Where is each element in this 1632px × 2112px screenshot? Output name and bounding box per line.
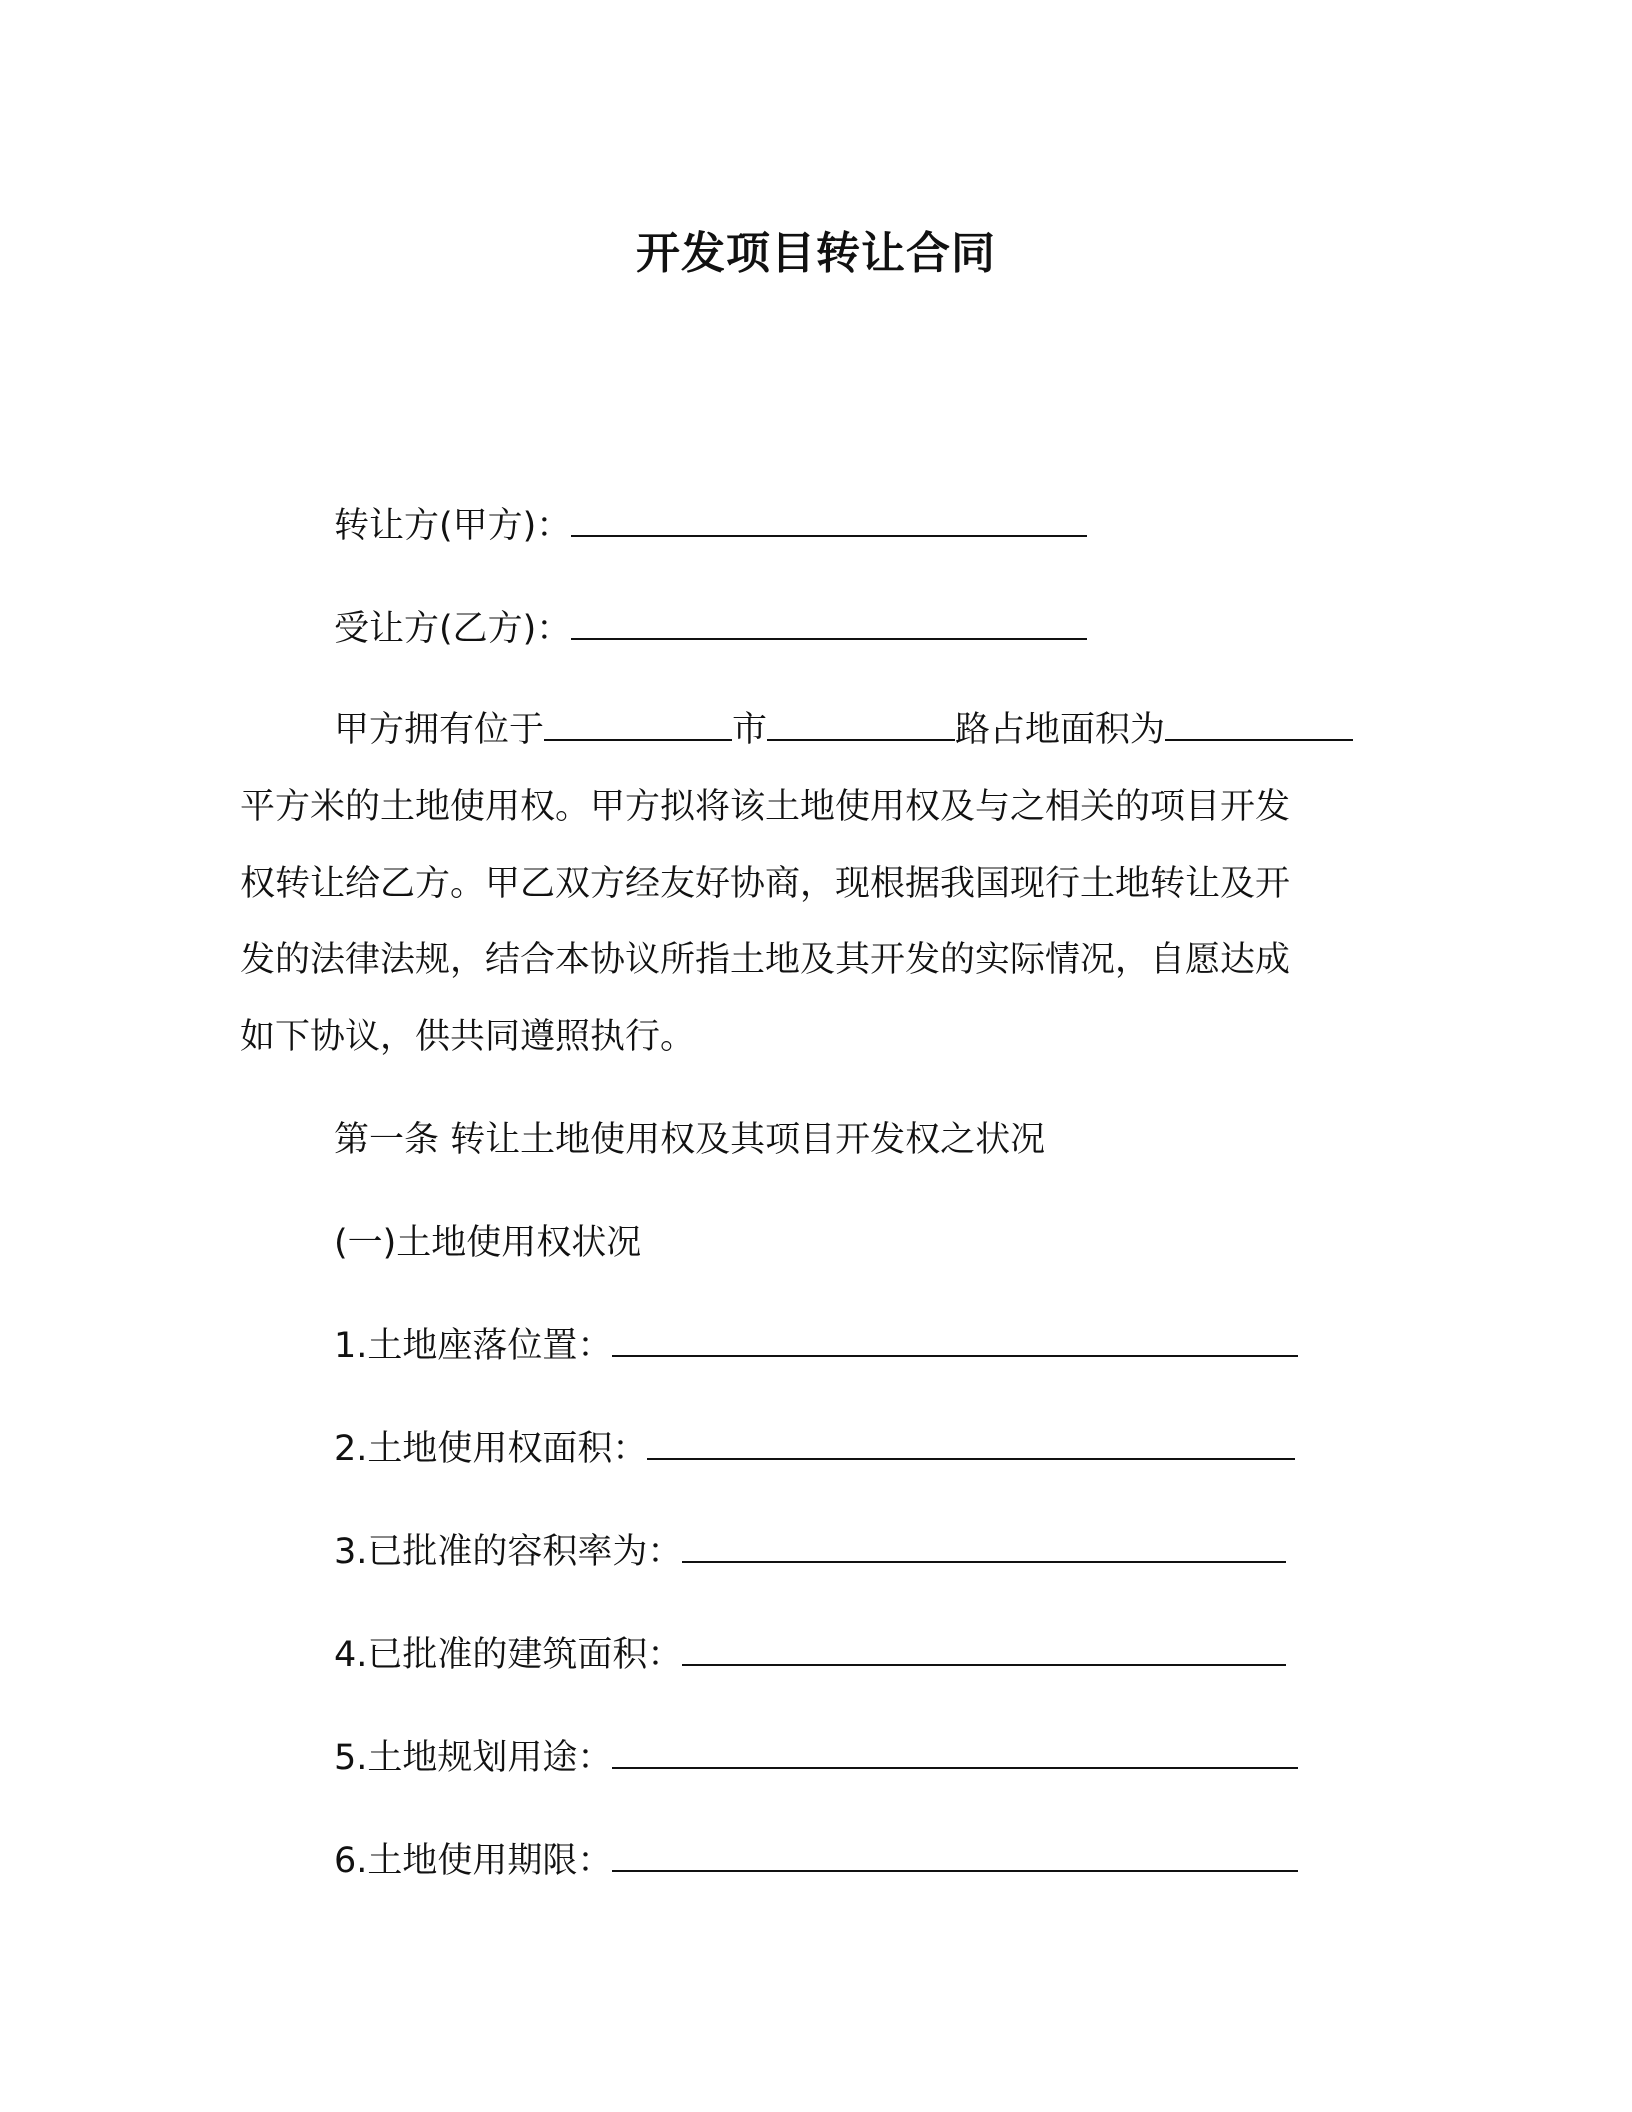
intro-line-5: 如下协议，供共同遵照执行。 — [240, 1017, 696, 1057]
transferee-label: 受让方(乙方)： — [334, 609, 572, 649]
document-title: 开发项目转让合同 — [636, 228, 996, 279]
intro-line-1 — [334, 706, 1353, 754]
land-area-blank[interactable] — [647, 1428, 1295, 1460]
item-label: 2.土地使用权面积： — [334, 1429, 648, 1469]
item-label: 5.土地规划用途： — [334, 1738, 613, 1778]
article1-heading: 第一条 转让土地使用权及其项目开发权之状况 — [334, 1120, 1046, 1160]
intro-line-2: 平方米的土地使用权。甲方拟将该土地使用权及与之相关的项目开发 — [240, 787, 1291, 827]
intro-line-4: 发的法律法规，结合本协议所指土地及其开发的实际情况，自愿达成 — [240, 940, 1291, 980]
item-building-area — [334, 1631, 1286, 1679]
article1-subheading: (一)土地使用权状况 — [334, 1223, 642, 1263]
item-land-location — [334, 1322, 1298, 1370]
transferee-line — [334, 605, 1087, 653]
intro-line-3: 权转让给乙方。甲乙双方经友好协商，现根据我国现行土地转让及开 — [240, 864, 1291, 904]
intro-text-a: 甲方拥有位于 — [334, 710, 545, 750]
item-land-use — [334, 1734, 1298, 1782]
item-label: 4.已批准的建筑面积： — [334, 1635, 683, 1675]
item-land-term — [334, 1837, 1298, 1885]
item-land-area — [334, 1425, 1295, 1473]
transferor-label: 转让方(甲方)： — [334, 506, 572, 546]
land-use-blank[interactable] — [612, 1737, 1298, 1769]
transferee-blank[interactable] — [571, 608, 1087, 640]
transferor-blank[interactable] — [571, 505, 1087, 537]
building-area-blank[interactable] — [682, 1634, 1286, 1666]
item-label: 6.土地使用期限： — [334, 1841, 613, 1881]
location-city-blank[interactable] — [544, 709, 732, 741]
item-label: 3.已批准的容积率为： — [334, 1532, 683, 1572]
land-location-blank[interactable] — [612, 1325, 1298, 1357]
plot-ratio-blank[interactable] — [682, 1531, 1286, 1563]
intro-text-c: 路占地面积为 — [955, 710, 1166, 750]
item-plot-ratio — [334, 1528, 1286, 1576]
transferor-line — [334, 502, 1087, 550]
location-road-blank[interactable] — [767, 709, 955, 741]
area-blank[interactable] — [1165, 709, 1353, 741]
intro-text-b: 市 — [732, 710, 768, 750]
land-term-blank[interactable] — [612, 1840, 1298, 1872]
item-label: 1.土地座落位置： — [334, 1326, 613, 1366]
